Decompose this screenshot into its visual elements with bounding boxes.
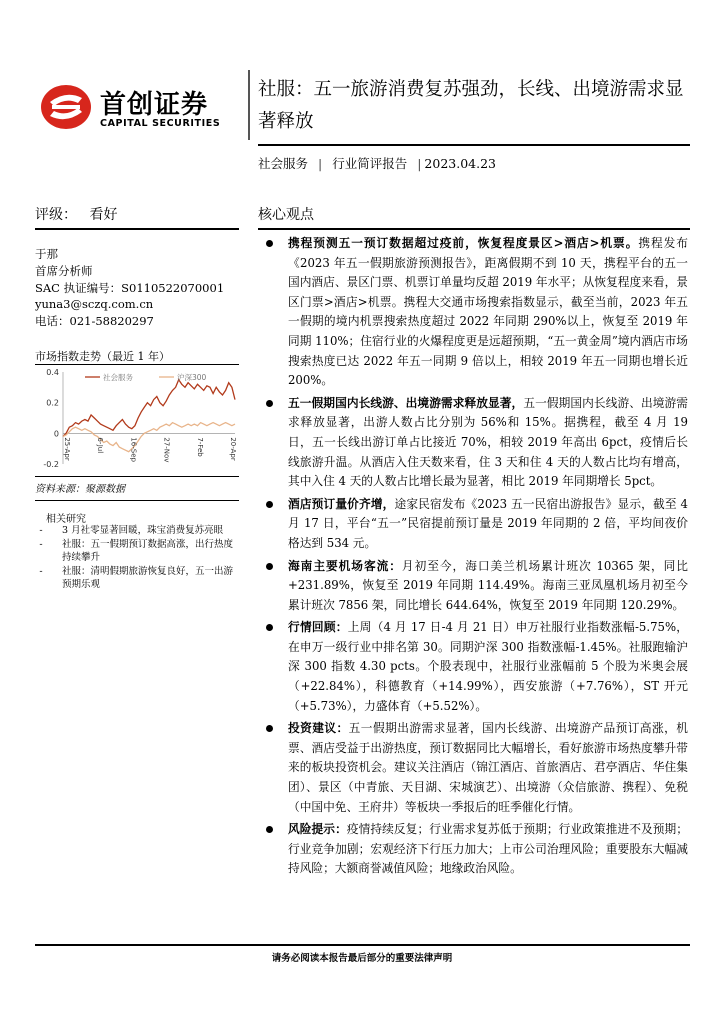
core-point: 行情回顾：上周（4 月 17 日-4 月 21 日）申万社服行业指数涨幅-5.75%，在申万一级行业中排名第 30。同期沪深 300 指数涨幅-1.45%。社服跑输沪深 300 指数 4.30 pcts。个股表现中，社服行业涨幅前 5 个股为米奥会展（+22.84%），科德教育（+14.99%），西安旅游（+7.76%），ST 开元（+5.73%），力盛体育（+5.52%）。 xyxy=(262,618,688,716)
core-point: 携程预测五一预订数据超过疫前，恢复程度景区>酒店>机票。携程发布《2023 年五一假期旅游预测报告》，距离假期不到 10 天，携程平台的五一国内酒店、景区门票、机票订单量均反超 2019 年水平；从恢复程度来看，景区门票>酒店>机票。携程大交通市场搜索指数显示，截至当前，2023 年五一假期的境内机票搜索热度超过 2022 年同期 290%以上，恢复至 2019 年同期 110%；住宿行业的火爆程度更是远超预期，“五一黄金周”境内酒店市场搜索热度已达 2022 年五一同期 9 倍以上，相较 2019 年五一同期也增长近 200%。 xyxy=(262,234,688,391)
related-item[interactable]: - 社服：清明假期旅游恢复良好，五一出游预期乐观 xyxy=(39,565,234,590)
related-item[interactable]: - 3 月社零显著回暖，珠宝消费复苏亮眼 xyxy=(39,525,224,536)
bullet-icon xyxy=(266,725,273,732)
analyst-email[interactable]: yuna3@sczq.com.cn xyxy=(35,297,154,312)
core-point: 海南主要机场客流：月初至今，海口美兰机场累计班次 10365 架，同比+231.89%，恢复至 2019 年同期 114.49%。海南三亚凤凰机场月初至今累计班次 7856 架，同比增长 644.64%，恢复至 2019 年同期 120.29%。 xyxy=(262,557,688,616)
bullet-icon xyxy=(266,624,273,631)
bullet-icon xyxy=(266,501,273,508)
legend-label: 社会服务 xyxy=(103,373,133,382)
footer-rule xyxy=(35,944,690,946)
x-tick-label: 7-Feb xyxy=(195,437,204,457)
report-date: 2023.04.23 xyxy=(424,156,496,171)
analyst-info xyxy=(35,246,224,330)
related-research-list xyxy=(36,524,242,592)
bullet-icon xyxy=(266,240,273,247)
y-tick-label: 0.4 xyxy=(46,368,59,377)
core-view-rule xyxy=(258,228,690,230)
legend-label: 沪深300 xyxy=(177,373,207,382)
y-tick-label: 0 xyxy=(53,429,59,439)
bullet-icon xyxy=(266,400,273,407)
chart-top-rule xyxy=(35,364,239,365)
left-rule xyxy=(35,228,239,230)
company-logo-name: 首创证券 xyxy=(100,90,209,120)
report-meta: 社会服务 | 行业简评报告 | 2023.04.23 xyxy=(258,156,496,171)
company-logo-mark xyxy=(40,84,92,130)
core-point: 酒店预订量价齐增，途家民宿发布《2023 五一民宿出游报告》显示，截至 4 月 17 日，平台“五一”民宿提前预订量是 2019 年同期的 2 倍，平均间夜价格达到 534 元。 xyxy=(262,495,688,554)
chart-bottom-rule xyxy=(35,476,239,477)
bullet-icon xyxy=(266,826,273,833)
related-research-title: 相关研究 xyxy=(46,514,86,525)
related-item[interactable]: - 社服：五一假期预订数据高涨，出行热度持续攀升 xyxy=(39,538,234,563)
x-tick-label: 25-Apr xyxy=(63,437,71,461)
series-line-social-services xyxy=(63,380,235,437)
core-view-title: 核心观点 xyxy=(258,207,314,223)
x-tick-label: 20-Apr xyxy=(229,437,237,461)
chart-title: 市场指数走势（最近 1 年） xyxy=(35,350,170,363)
analyst-sac: SAC 执证编号：S0110522070001 xyxy=(35,280,225,295)
company-logo-english: CAPITAL SECURITIES xyxy=(100,118,221,129)
chart-source: 资料来源：聚源数据 xyxy=(35,484,125,495)
x-tick-label: 6-Jul xyxy=(96,437,105,454)
y-tick-label: 0.2 xyxy=(46,398,59,408)
analyst-phone: 电话：021-58820297 xyxy=(35,314,154,329)
rating xyxy=(35,204,117,224)
x-tick-label: 27-Nov xyxy=(162,437,171,463)
analyst-role: 首席分析师 xyxy=(35,263,93,278)
rating-value: 看好 xyxy=(89,207,118,223)
source-rule xyxy=(35,500,239,501)
header-divider xyxy=(248,70,250,140)
header-rule xyxy=(258,144,690,146)
y-tick-label: -0.2 xyxy=(43,460,59,469)
core-point: 风险提示：疫情持续反复；行业需求复苏低于预期；行业政策推进不及预期；行业竞争加剧；宏观经济下行压力加大；上市公司治理风险；重要股东大幅减持风险；大额商誉减值风险；地缘政治风险。 xyxy=(262,820,688,879)
sector-label: 社会服务 xyxy=(258,156,309,171)
market-index-chart xyxy=(35,366,239,476)
legal-notice[interactable]: 请务必阅读本报告最后部分的重要法律声明 xyxy=(271,953,453,964)
x-tick-label: 16-Sep xyxy=(129,437,138,462)
series-line-csi300 xyxy=(63,423,235,452)
core-point: 五一假期国内长线游、出境游需求释放显著，五一假期国内长线游、出境游需求释放显著，出游人数占比分别为 56%和 15%。据携程，截至 4 月 19 日，五一长线出游订单占比接近 70%，相较 2019 年高出 6pct，疫情后长线旅游升温。从酒店入住天数来看，住 3 天和住 4 天的人数占比均有增高，其中入住 4 天的人数占比增长最为显著，相比 2019 年同期增长 5pct。 xyxy=(262,394,688,492)
core-points xyxy=(262,234,688,882)
core-point: 投资建议：五一假期出游需求显著，国内长线游、出境游产品预订高涨，机票、酒店受益于出游热度，预订数据同比大幅增长，看好旅游市场热度攀升带来的板块投资机会。建议关注酒店（锦江酒店、首旅酒店、君亭酒店、华住集团）、景区（中青旅、天目湖、宋城演艺）、出境游（众信旅游、携程）、免税（中国中免、王府井）等板块一季报后的旺季催化行情。 xyxy=(262,719,688,817)
bullet-icon xyxy=(266,563,273,570)
report-title: 社服：五一旅游消费复苏强劲，长线、出境游需求显著释放 xyxy=(258,79,684,132)
analyst-name: 于那 xyxy=(35,247,58,261)
report-type: 行业简评报告 xyxy=(332,156,408,171)
rating-label: 评级： xyxy=(35,207,77,223)
